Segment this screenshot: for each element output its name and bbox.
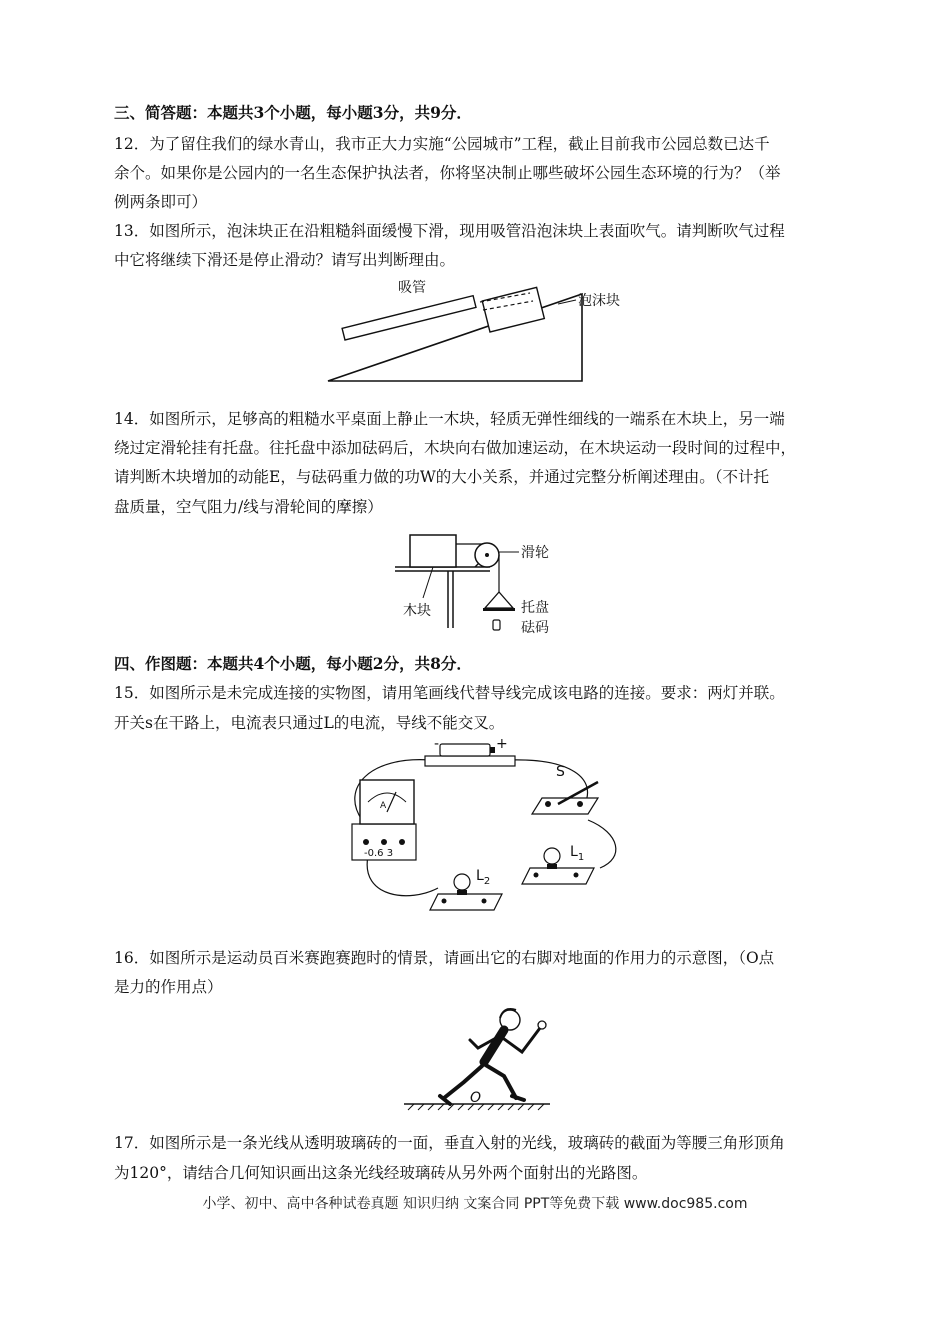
lamp2-terminal xyxy=(442,899,447,904)
figure-circuit xyxy=(330,738,630,918)
wood-block xyxy=(410,535,456,567)
ammeter-label: A xyxy=(380,801,387,811)
ammeter-terminal xyxy=(399,839,405,845)
weight-label: 砝码 xyxy=(521,620,549,636)
q14-line-3: 请判断木块增加的动能E，与砝码重力做的功W的大小关系，并通过完整分析阐述理由。（不计托 xyxy=(114,468,769,486)
figure-pulley xyxy=(395,530,565,638)
battery-base xyxy=(425,756,515,766)
block-label: 木块 xyxy=(403,603,431,619)
switch-label: S xyxy=(556,764,565,780)
figure-runner xyxy=(400,1000,560,1118)
runner-fist xyxy=(538,1021,546,1029)
wire xyxy=(367,856,438,896)
lamp2-base xyxy=(430,894,502,910)
q15-line-2: 开关s在干路上，电流表只通过L的电流，导线不能交叉。 xyxy=(114,714,505,732)
q17-line-1: 17．如图所示是一条光线从透明玻璃砖的一面，垂直入射的光线，玻璃砖的截面为等腰三角形顶角 xyxy=(114,1134,785,1152)
lamp1-socket xyxy=(547,864,557,869)
tray xyxy=(485,592,513,608)
runner-torso xyxy=(484,1030,504,1062)
straw xyxy=(342,296,476,340)
battery-cap xyxy=(490,747,495,753)
battery-plus-label: + xyxy=(496,738,508,752)
q16-line-1: 16．如图所示是运动员百米赛跑赛跑时的情景，请画出它的右脚对地面的作用力的示意图，（O点 xyxy=(114,949,775,967)
q13-line-1: 13．如图所示，泡沫块正在沿粗糙斜面缓慢下滑，现用吸管沿泡沫块上表面吹气。请判断吹气过程 xyxy=(114,222,785,240)
lamp1-base xyxy=(522,868,594,884)
q13-line-2: 中它将继续下滑还是停止滑动？请写出判断理由。 xyxy=(114,251,456,269)
battery-minus-label: - xyxy=(434,738,440,752)
q15-line-1: 15．如图所示是未完成连接的实物图，请用笔画线代替导线完成该电路的连接。要求：两灯并联。 xyxy=(114,684,785,702)
lamp1-terminal xyxy=(574,873,579,878)
q16-line-2: 是力的作用点） xyxy=(114,978,223,996)
section-3-heading: 三、简答题：本题共3个小题，每小题3分，共9分． xyxy=(114,103,472,122)
pulley-label: 滑轮 xyxy=(521,545,549,561)
q14-line-2: 绕过定滑轮挂有托盘。往托盘中添加砝码后，木块向右做加速运动，在木块运动一段时间的过程中， xyxy=(114,439,797,457)
lamp2-terminal xyxy=(482,899,487,904)
page-footer: 小学、初中、高中各种试卷真题 知识归纳 文案合同 PPT等免费下载 www.doc985.com xyxy=(202,1196,748,1212)
lamp2-bulb xyxy=(454,874,470,890)
foam-block xyxy=(482,287,544,332)
switch-terminal xyxy=(545,801,551,807)
switch-terminal xyxy=(577,801,583,807)
foam-label: 泡沫块 xyxy=(578,293,620,309)
lamp1-label: $L_1$ xyxy=(570,844,585,863)
tray-label: 托盘 xyxy=(521,600,549,616)
tray-base xyxy=(483,608,515,611)
wire xyxy=(588,820,616,868)
lamp2-socket xyxy=(457,890,467,895)
runner-shoe xyxy=(512,1096,524,1100)
section-4-heading: 四、作图题：本题共4个小题，每小题2分，共8分． xyxy=(114,654,472,673)
q12-line-1: 12．为了留住我们的绿水青山，我市正大力实施“公园城市”工程，截止目前我市公园总数已达千 xyxy=(114,135,770,153)
ammeter-scale-label: -0.6 3 xyxy=(364,848,394,859)
straw-label: 吸管 xyxy=(398,280,426,296)
lamp1-terminal xyxy=(534,873,539,878)
figure-incline xyxy=(320,276,640,386)
point-o-label: O xyxy=(470,1090,482,1106)
weight-icon xyxy=(493,620,500,630)
ammeter-terminal xyxy=(381,839,387,845)
lamp1-bulb xyxy=(544,848,560,864)
runner-leg xyxy=(484,1064,516,1098)
q12-line-3: 例两条即可） xyxy=(114,193,208,211)
battery xyxy=(440,744,490,756)
ammeter-terminal xyxy=(363,839,369,845)
pulley-axle xyxy=(485,553,489,557)
q14-line-1: 14．如图所示，足够高的粗糙水平桌面上静止一木块，轻质无弹性细线的一端系在木块上，另一端 xyxy=(114,410,785,428)
lamp2-label: $L_2$ xyxy=(476,868,491,887)
q17-line-2: 为120°，请结合几何知识画出这条光线经玻璃砖从另外两个面射出的光路图。 xyxy=(114,1164,648,1182)
q12-line-2: 余个。如果你是公园内的一名生态保护执法者，你将坚决制止哪些破坏公园生态环境的行为？（举 xyxy=(114,164,781,182)
q14-line-4: 盘质量，空气阻力/线与滑轮间的摩擦） xyxy=(114,498,383,516)
